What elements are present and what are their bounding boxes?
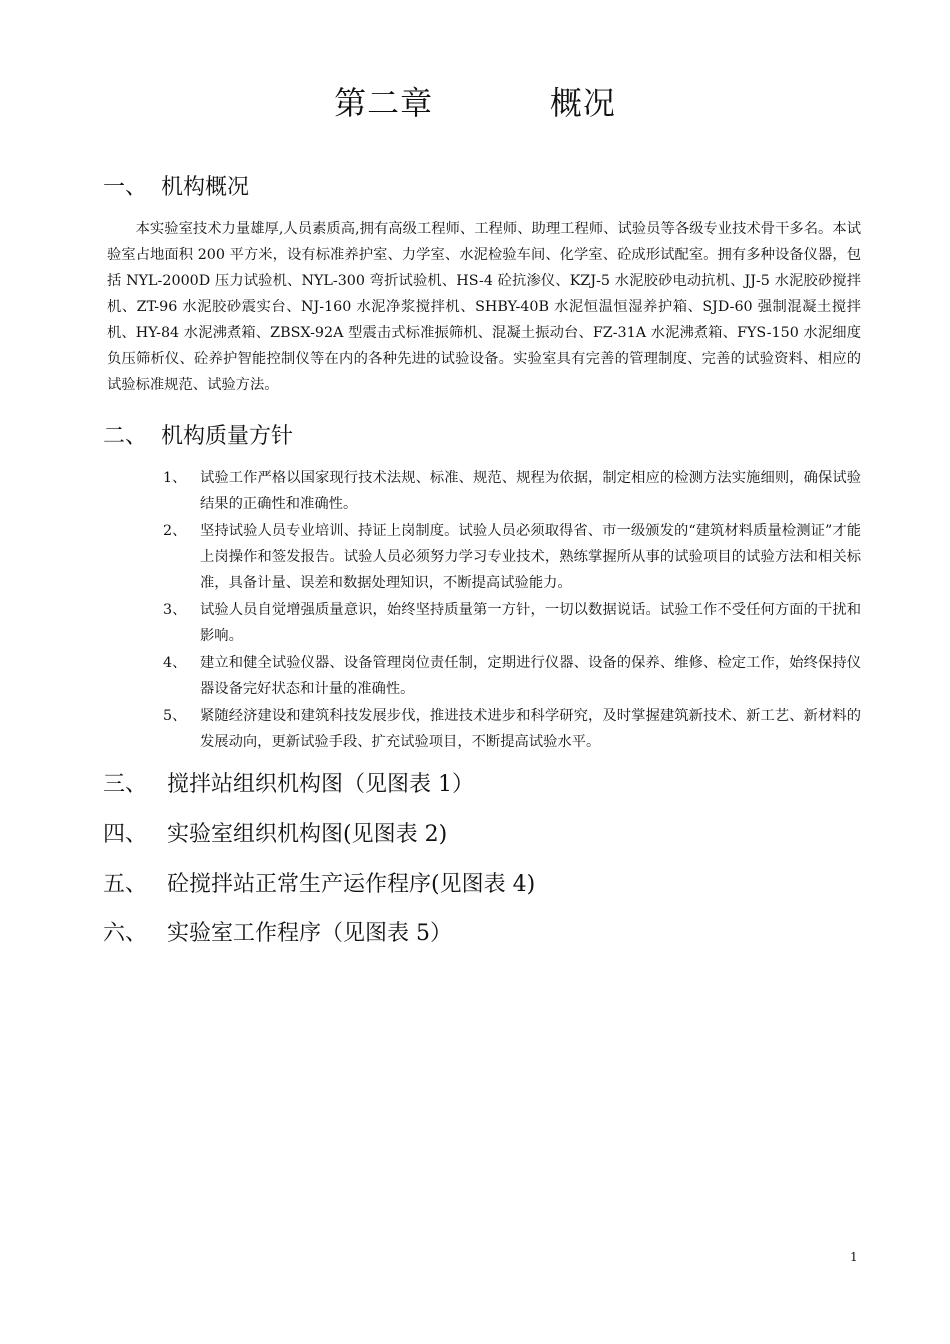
list-item-number: 5、 [163,708,187,724]
section-heading-1 [103,170,249,201]
section-heading-6 [103,916,452,947]
list-item-number: 4、 [163,655,187,671]
section-heading-2 [103,419,293,450]
section-heading-4 [103,817,447,848]
list-item-number: 3、 [163,602,187,618]
section-number: 三、 [103,772,148,797]
section-number: 六、 [103,921,148,946]
section-title: 实验室工作程序（见图表 5） [167,921,452,946]
list-item [163,703,861,755]
section-title: 砼搅拌站正常生产运作程序(见图表 4) [167,872,536,897]
section-number: 一、 [103,175,148,200]
list-item-text: 试验工作严格以国家现行技术法规、标准、规范、规程为依据，制定相应的检测方法实施细则，确保试验结果的正确性和准确性。 [200,470,861,512]
overview-paragraph: 本实验室技术力量雄厚,人员素质高,拥有高级工程师、工程师、助理工程师、试验员等各级专业技术骨干多名。本试验室占地面积 200 平方米，设有标准养护室、力学室、水泥检验车间、化学室、砼成形试配室。拥有多种设备仪器，包括 NYL-2000D 压力试验机、NYL-300 弯折试验机、HS-4 砼抗渗仪、KZJ-5 水泥胶砂电动抗机、JJ-5 水泥胶砂搅拌机、ZT-96 水泥胶砂震实台、NJ-160 水泥净浆搅拌机、SHBY-40B 水泥恒温恒湿养护箱、SJD-60 强制混凝土搅拌机、HY-84 水泥沸煮箱、ZBSX-92A 型震击式标准振筛机、混凝土振动台、FZ-31A 水泥沸煮箱、FYS-150 水泥细度负压筛析仪、砼养护智能控制仪等在内的各种先进的试验设备。实验室具有完善的管理制度、完善的试验资料、相应的试验标准规范、试验方法。 [107,221,861,393]
list-item-text: 建立和健全试验仪器、设备管理岗位责任制，定期进行仪器、设备的保养、维修、检定工作，始终保持仪器设备完好状态和计量的准确性。 [200,655,861,697]
quality-policy-list [163,465,861,756]
page-number: 1 [850,1250,858,1264]
list-item-text: 试验人员自觉增强质量意识，始终坚持质量第一方针，一切以数据说话。试验工作不受任何方面的干扰和影响。 [200,602,861,644]
list-item-text: 坚持试验人员专业培训、持证上岗制度。试验人员必须取得省、市一级颁发的“建筑材料质量检测证”才能上岗操作和签发报告。试验人员必须努力学习专业技术，熟练掌握所从事的试验项目的试验方法和相关标准，具备计量、误差和数据处理知识，不断提高试验能力。 [200,523,861,591]
list-item-number: 1、 [163,470,187,486]
section-number: 五、 [103,872,148,897]
section-number: 四、 [103,822,148,847]
list-item-text: 紧随经济建设和建筑科技发展步伐，推进技术进步和科学研究，及时掌握建筑新技术、新工艺、新材料的发展动向，更新试验手段、扩充试验项目，不断提高试验水平。 [200,708,861,750]
list-item [163,650,861,702]
list-item-number: 2、 [163,523,187,539]
section-title: 机构概况 [161,175,250,200]
section-title: 搅拌站组织机构图（见图表 1） [167,772,474,797]
section-heading-5 [103,867,535,898]
section-title: 实验室组织机构图(见图表 2) [167,822,448,847]
list-item [163,465,861,517]
section-number: 二、 [103,424,148,449]
list-item [163,518,861,596]
list-item [163,597,861,649]
section-title: 机构质量方针 [161,424,294,449]
chapter-title: 第二章 概况 [334,84,616,122]
section-heading-3 [103,767,474,798]
